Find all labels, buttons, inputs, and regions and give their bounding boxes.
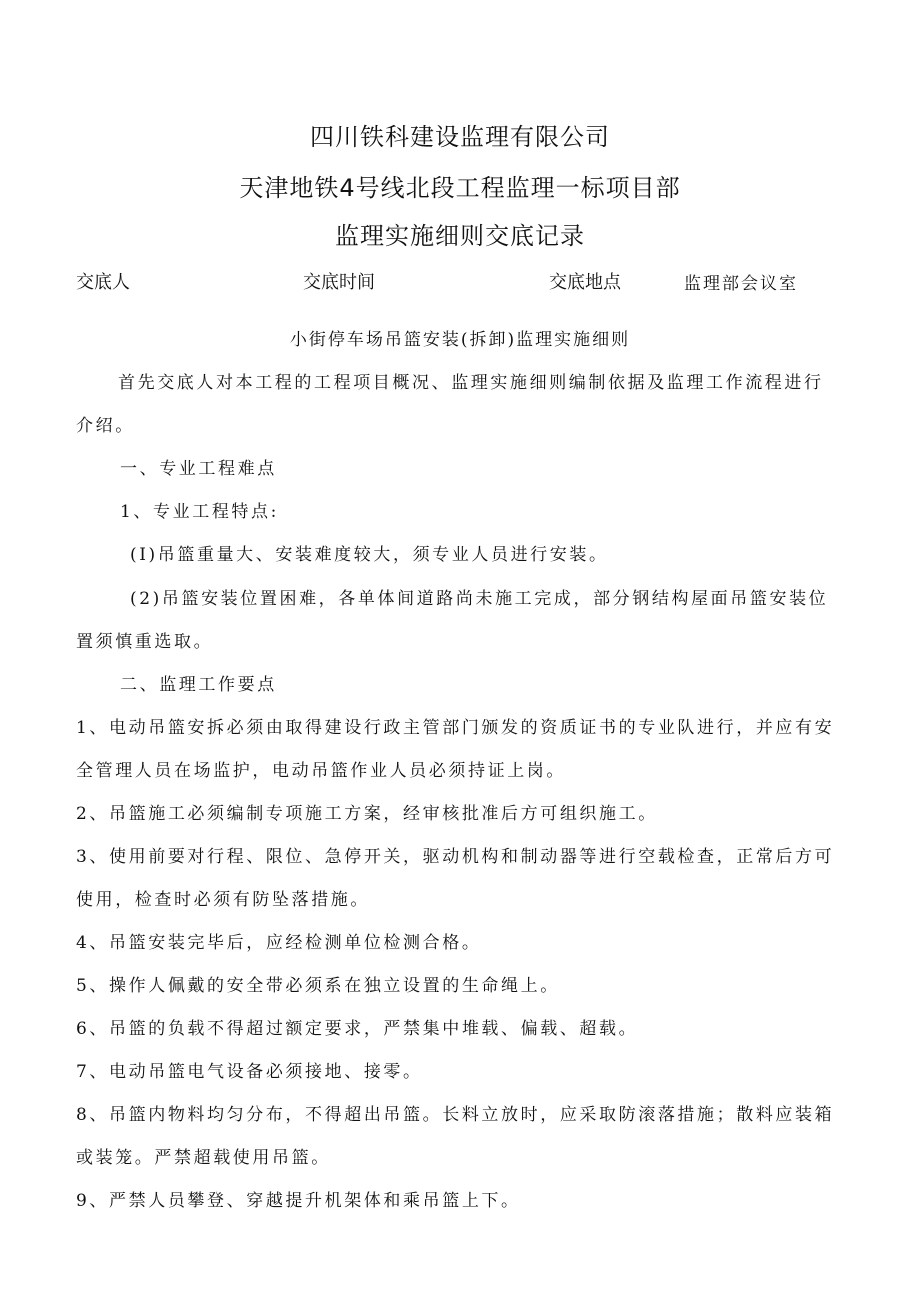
document-title: 小街停车场吊篮安装(拆卸)监理实施细则 <box>289 330 631 350</box>
company-name: 四川铁科建设监理有限公司 <box>310 123 610 151</box>
list-item: 9、严禁人员攀登、穿越提升机架体和乘吊篮上下。 <box>76 1191 521 1211</box>
list-item: 8、吊篮内物料均匀分布，不得超出吊篮。长料立放时，应采取防滚落措施；散料应装箱 <box>76 1105 835 1125</box>
list-item: 3、使用前要对行程、限位、急停开关，驱动机构和制动器等进行空载检查，正常后方可 <box>76 847 835 867</box>
list-item: 5、操作人佩戴的安全带必须系在独立设置的生命绳上。 <box>76 976 560 996</box>
location-label: 交底地点 <box>549 272 621 293</box>
time-label: 交底时间 <box>303 272 375 293</box>
record-title: 监理实施细则交底记录 <box>335 222 585 250</box>
location-value: 监理部会议室 <box>684 274 798 294</box>
list-item-continued: 置须慎重选取。 <box>76 632 214 652</box>
presenter-label: 交底人 <box>76 272 130 293</box>
list-item: (I)吊篮重量大、安装难度较大，须专业人员进行安装。 <box>130 545 609 565</box>
list-item: 4、吊篮安装完毕后，应经检测单位检测合格。 <box>76 933 482 953</box>
list-item: (2)吊篮安装位置困难，各单体间道路尚未施工完成，部分钢结构屋面吊篮安装位 <box>130 589 829 609</box>
intro-line-2: 介绍。 <box>76 416 135 436</box>
list-item-continued: 使用，检查时必须有防坠落措施。 <box>76 890 370 910</box>
project-name: 天津地铁4号线北段工程监理一标项目部 <box>239 174 681 202</box>
list-item: 6、吊篮的负载不得超过额定要求，严禁集中堆载、偏载、超载。 <box>76 1019 639 1039</box>
list-item: 2、吊篮施工必须编制专项施工方案，经审核批准后方可组织施工。 <box>76 804 658 824</box>
list-item-continued: 或装笼。严禁超载使用吊篮。 <box>76 1148 331 1168</box>
intro-line-1: 首先交底人对本工程的工程项目概况、监理实施细则编制依据及监理工作流程进行 <box>118 373 824 393</box>
list-item-continued: 全管理人员在场监护，电动吊篮作业人员必须持证上岗。 <box>76 761 566 781</box>
list-item: 1、电动吊篮安拆必须由取得建设行政主管部门颁发的资质证书的专业队进行，并应有安 <box>76 718 835 738</box>
section-heading-1: 一、专业工程难点 <box>120 459 277 479</box>
subsection-heading-1: 1、专业工程特点: <box>120 502 279 522</box>
list-item: 7、电动吊篮电气设备必须接地、接零。 <box>76 1062 423 1082</box>
section-heading-2: 二、监理工作要点 <box>120 675 277 695</box>
